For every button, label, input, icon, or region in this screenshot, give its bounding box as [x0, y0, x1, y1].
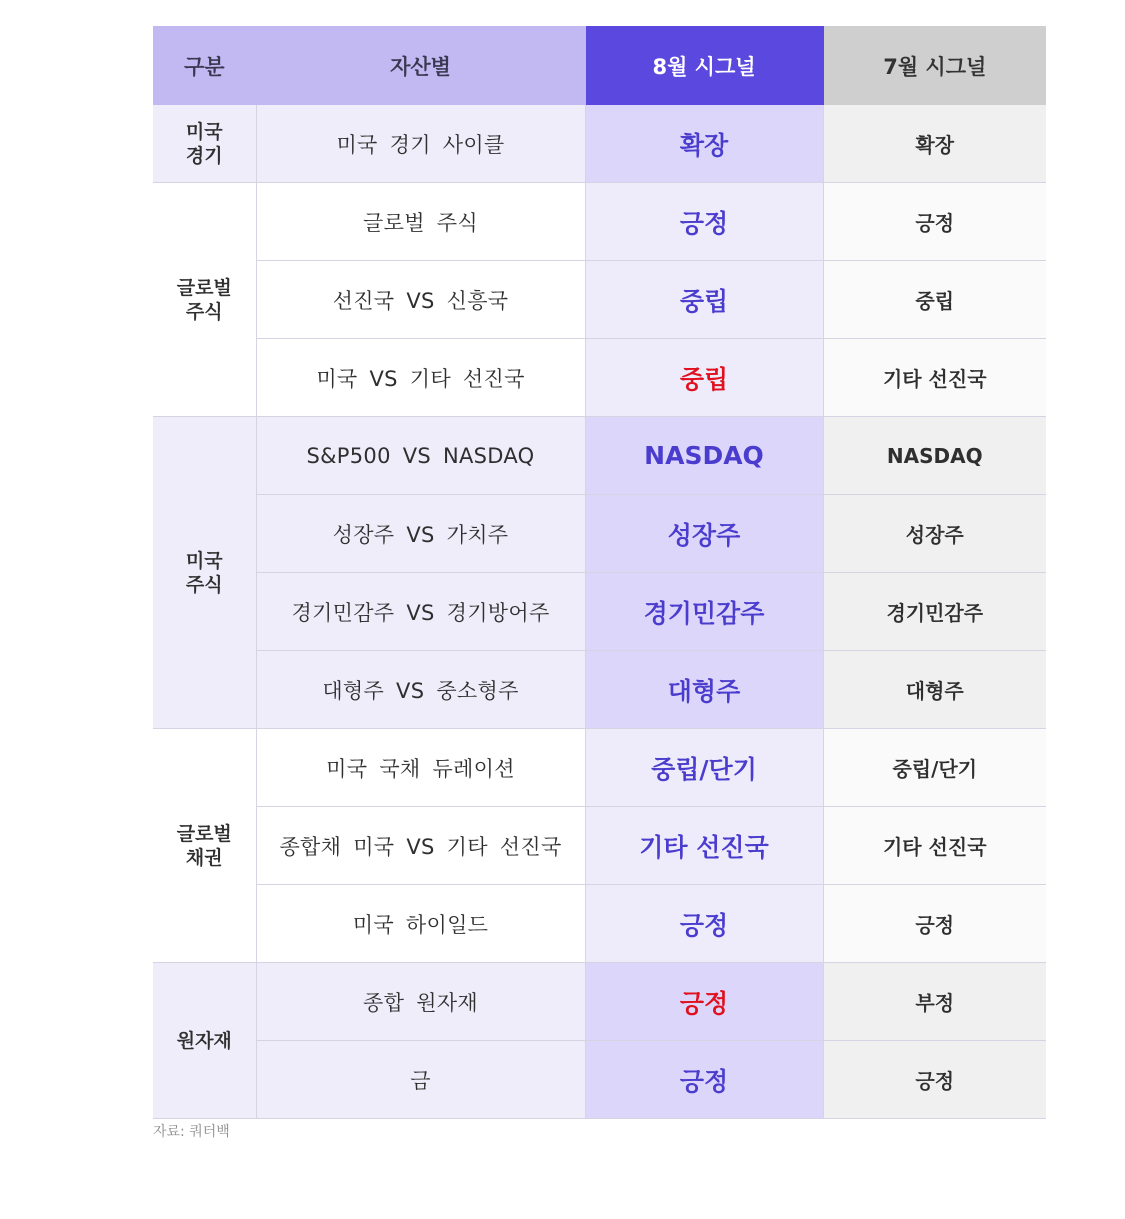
asset-cell: 미국 경기 사이클: [256, 105, 585, 183]
asset-cell: 금: [256, 1041, 585, 1119]
july-signal-cell: 긍정: [823, 1041, 1046, 1119]
july-signal-cell: 기타 선진국: [823, 339, 1046, 417]
july-signal-cell: 경기민감주: [823, 573, 1046, 651]
table-header-row: [153, 27, 1046, 105]
august-signal-cell: 중립/단기: [585, 729, 823, 807]
august-signal-cell: 중립: [585, 261, 823, 339]
category-global-equity: [153, 183, 256, 417]
table-row: [153, 885, 1046, 963]
table-row: [153, 183, 1046, 261]
asset-cell: 글로벌 주식: [256, 183, 585, 261]
august-signal-cell: 긍정: [585, 1041, 823, 1119]
table-row: [153, 963, 1046, 1041]
july-signal-cell: 중립: [823, 261, 1046, 339]
table-row: [153, 417, 1046, 495]
asset-cell: 미국 VS 기타 선진국: [256, 339, 585, 417]
table-row: [153, 339, 1046, 417]
table-row: [153, 105, 1046, 183]
category-label: 글로벌 채권: [176, 822, 232, 869]
july-signal-cell: NASDAQ: [823, 417, 1046, 495]
asset-cell: 대형주 VS 중소형주: [256, 651, 585, 729]
table-row: [153, 651, 1046, 729]
asset-cell: 경기민감주 VS 경기방어주: [256, 573, 585, 651]
table-row: [153, 573, 1046, 651]
august-signal-cell: 대형주: [585, 651, 823, 729]
august-signal-cell: 성장주: [585, 495, 823, 573]
august-signal-cell-changed: 긍정: [585, 963, 823, 1041]
asset-cell: 성장주 VS 가치주: [256, 495, 585, 573]
august-signal-cell: 긍정: [585, 885, 823, 963]
asset-cell: 미국 국채 듀레이션: [256, 729, 585, 807]
category-label: 미국 경기: [185, 120, 223, 167]
july-signal-cell: 부정: [823, 963, 1046, 1041]
august-signal-cell: NASDAQ: [585, 417, 823, 495]
august-signal-cell: 경기민감주: [585, 573, 823, 651]
july-signal-cell: 확장: [823, 105, 1046, 183]
header-category: 구분: [153, 27, 256, 105]
asset-cell: 미국 하이일드: [256, 885, 585, 963]
july-signal-cell: 성장주: [823, 495, 1046, 573]
asset-cell: 종합 원자재: [256, 963, 585, 1041]
source-note: 자료: 쿼터백: [153, 1124, 230, 1140]
category-commodities: [153, 963, 256, 1119]
table-row: [153, 261, 1046, 339]
category-label: 글로벌 주식: [176, 276, 232, 323]
august-signal-cell: 확장: [585, 105, 823, 183]
table-row: [153, 807, 1046, 885]
july-signal-cell: 대형주: [823, 651, 1046, 729]
category-us-equity: [153, 417, 256, 729]
header-asset: 자산별: [256, 27, 585, 105]
category-label: 미국 주식: [185, 549, 223, 596]
august-signal-cell-changed: 중립: [585, 339, 823, 417]
july-signal-cell: 긍정: [823, 885, 1046, 963]
signal-table: [153, 26, 1046, 1119]
table-row: [153, 1041, 1046, 1119]
july-signal-cell: 중립/단기: [823, 729, 1046, 807]
table-row: [153, 495, 1046, 573]
table-row: [153, 729, 1046, 807]
category-label: 원자재: [176, 1029, 232, 1052]
july-signal-cell: 긍정: [823, 183, 1046, 261]
july-signal-cell: 기타 선진국: [823, 807, 1046, 885]
category-us-economy: [153, 105, 256, 183]
header-july-signal: 7월 시그널: [823, 27, 1046, 105]
asset-cell: S&P500 VS NASDAQ: [256, 417, 585, 495]
asset-cell: 종합채 미국 VS 기타 선진국: [256, 807, 585, 885]
august-signal-cell: 기타 선진국: [585, 807, 823, 885]
august-signal-cell: 긍정: [585, 183, 823, 261]
category-global-bonds: [153, 729, 256, 963]
header-august-signal: 8월 시그널: [585, 27, 823, 105]
asset-cell: 선진국 VS 신흥국: [256, 261, 585, 339]
